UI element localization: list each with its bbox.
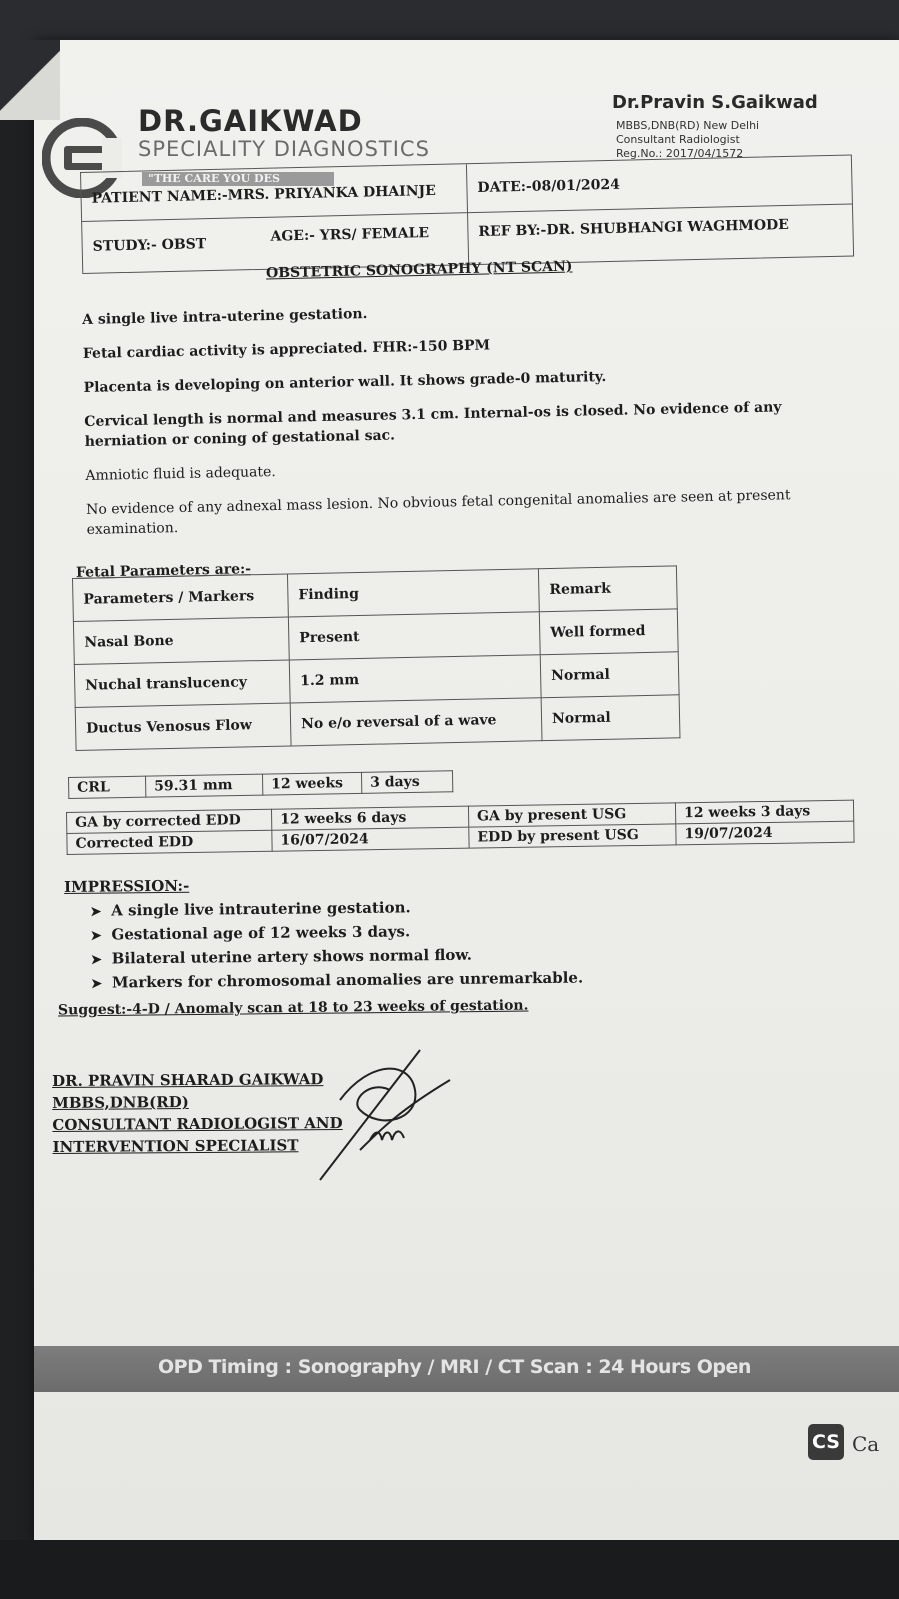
- list-item: ➤ A single live intrauterine gestation.: [90, 895, 582, 924]
- doctor-title: Consultant Radiologist: [616, 133, 740, 146]
- bottom-dark-strip: [0, 1540, 899, 1599]
- table-cell: No e/o reversal of a wave: [290, 698, 542, 746]
- list-item: ➤ Markers for chromosomal anomalies are unremarkable.: [91, 967, 583, 996]
- fetal-parameters-label: Fetal Parameters are:-: [75, 561, 252, 581]
- report-title: OBSTETRIC SONOGRAPHY (NT SCAN): [265, 258, 573, 282]
- table-cell: CRL: [69, 776, 146, 798]
- impression-heading: IMPRESSION:-: [64, 876, 190, 896]
- brand-name: DR.GAIKWAD: [138, 104, 363, 138]
- finding-line: Amniotic fluid is adequate.: [85, 463, 276, 484]
- list-item: ➤ Bilateral uterine artery shows normal flow.: [91, 943, 583, 972]
- table-cell: Normal: [541, 695, 680, 741]
- list-item: ➤ Gestational age of 12 weeks 3 days.: [90, 919, 582, 948]
- table-cell: 19/07/2024: [676, 821, 854, 845]
- signatory-title: CONSULTANT RADIOLOGIST AND: [52, 1113, 343, 1134]
- top-dark-strip: [0, 0, 899, 40]
- footer-band: [34, 1346, 899, 1392]
- table-cell: 12 weeks 6 days: [271, 806, 468, 830]
- table-cell: 1.2 mm: [289, 655, 541, 703]
- doctor-credentials: [616, 119, 759, 161]
- doctor-name: Dr.Pravin S.Gaikwad: [612, 92, 818, 113]
- study-type: STUDY:- OBST: [92, 236, 207, 255]
- table-cell: GA by present USG: [468, 803, 675, 827]
- impression-section: [64, 873, 583, 996]
- patient-age: AGE:- YRS/ FEMALE: [270, 225, 430, 245]
- finding-line: Cervical length is normal and measures 3.1 cm. Internal-os is closed. No evidence of any herniation or coning of gestational sac.: [84, 399, 782, 450]
- scanner-label: Ca: [852, 1432, 880, 1456]
- finding-line: Fetal cardiac activity is appreciated. FHR:-150 BPM: [82, 337, 491, 362]
- folded-corner: [0, 40, 60, 120]
- opd-timing: OPD Timing : Sonography / MRI / CT Scan : 24 Hours Open: [158, 1356, 751, 1378]
- registration-number: Reg.No.: 2017/04/1572: [616, 147, 744, 160]
- finding-line: A single live intra-uterine gestation.: [82, 306, 368, 328]
- report-date: DATE:-08/01/2024: [477, 176, 621, 196]
- handwritten-signature-icon: [300, 1040, 470, 1190]
- brand-subtitle: SPECIALITY DIAGNOSTICS: [138, 137, 430, 161]
- finding-line: No evidence of any adnexal mass lesion. No obvious fetal congenital anomalies are seen at present examination.: [86, 487, 791, 538]
- signatory-specialty: INTERVENTION SPECIALIST: [52, 1136, 299, 1156]
- table-cell: EDD by present USG: [469, 824, 676, 848]
- table-cell: Ductus Venosus Flow: [75, 703, 291, 750]
- table-cell: Well formed: [539, 609, 678, 655]
- table-cell: 59.31 mm: [145, 774, 262, 797]
- signatory-name: DR. PRAVIN SHARAD GAIKWAD: [52, 1070, 324, 1090]
- finding-line: Placenta is developing on anterior wall. It shows grade-0 maturity.: [83, 369, 607, 396]
- table-cell: Nasal Bone: [73, 617, 289, 664]
- table-header-cell: Parameters / Markers: [73, 574, 289, 621]
- table-header-cell: Finding: [287, 569, 539, 617]
- findings-section: [82, 295, 807, 554]
- table-cell: Corrected EDD: [67, 830, 272, 854]
- signatory-degree: MBBS,DNB(RD): [52, 1093, 189, 1112]
- table-cell: Normal: [540, 652, 679, 698]
- impression-list: [64, 895, 583, 996]
- table-cell: Present: [288, 612, 540, 660]
- scanner-badge-icon: CS: [808, 1424, 844, 1460]
- table-cell: 12 weeks 3 days: [675, 800, 853, 824]
- table-cell: 16/07/2024: [272, 827, 469, 851]
- divider: [466, 164, 469, 264]
- table-cell: Nuchal translucency: [74, 660, 290, 707]
- patient-name: PATIENT NAME:-MRS. PRIYANKA DHAINJE: [91, 182, 437, 207]
- suggestion-line: Suggest:-4-D / Anomaly scan at 18 to 23 weeks of gestation.: [57, 997, 529, 1019]
- table-header-cell: Remark: [538, 566, 677, 612]
- table-cell: 12 weeks: [262, 772, 361, 795]
- patient-info-box: [80, 154, 854, 273]
- doctor-degree: MBBS,DNB(RD) New Delhi: [616, 119, 760, 132]
- table-cell: 3 days: [361, 771, 452, 794]
- table-cell: GA by corrected EDD: [67, 809, 272, 833]
- fetal-parameters-table: [72, 565, 680, 751]
- brand-tagline: "THE CARE YOU DES: [142, 172, 334, 186]
- referred-by: REF BY:-DR. SHUBHANGI WAGHMODE: [478, 216, 790, 240]
